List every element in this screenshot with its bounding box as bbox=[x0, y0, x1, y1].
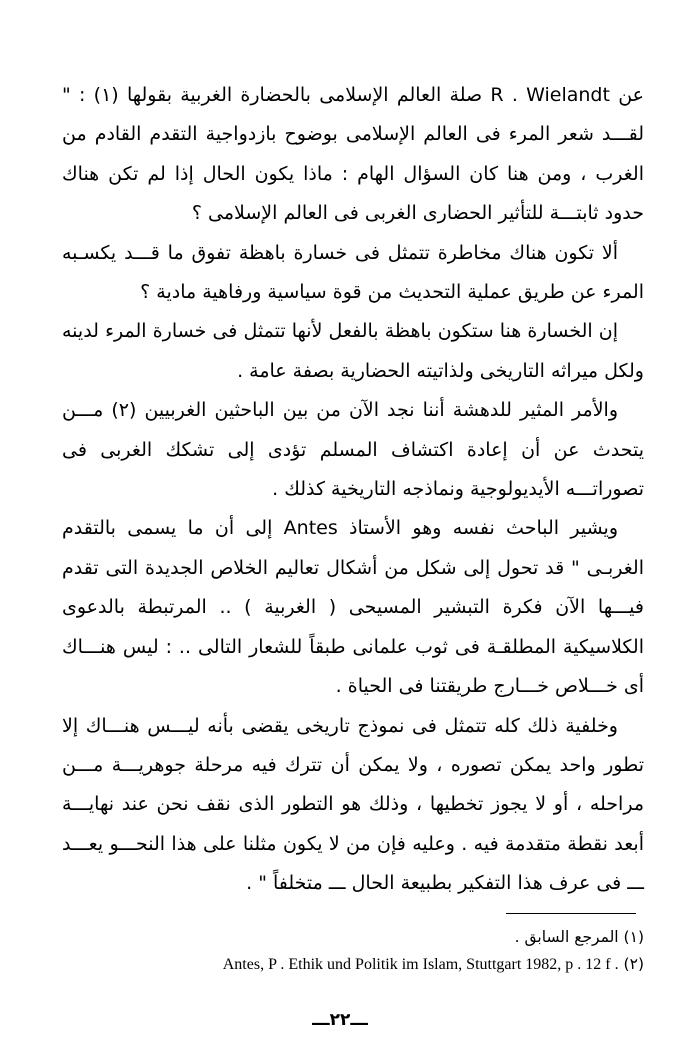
footnote-2-text: Antes, P . Ethik und Politik im Islam, Stuttgart 1982, p . 12 f . bbox=[222, 956, 619, 973]
footnote-1-marker: (١) bbox=[623, 928, 644, 946]
footnote-2-marker: (٢) bbox=[623, 955, 644, 973]
body-text bbox=[62, 76, 644, 904]
footnotes bbox=[60, 924, 644, 978]
footnote-1-text: المرجع السابق . bbox=[514, 928, 619, 946]
paragraph-4: والأمر المثير للدهشة أننا نجد الآن من بين الباحثين الغربيين (٢) مـــن يتحدث عن أن إعادة اكتشاف المسلم تؤدى إلى تشكك الغربى فى تصوراتـــه الأيديولوجية ونماذجه التاريخية كذلك . bbox=[62, 399, 644, 501]
page-number: ـــ٢٢ـــ bbox=[312, 1010, 368, 1030]
paragraph-6: وخلفية ذلك كله تتمثل فى نموذج تاريخى يقضى بأنه ليـــس هنـــاك إلا تطور واحد يمكن تصوره ، ولا يمكن أن تترك فيه مرحلة جوهريـــة مـــن مراحله ، أو لا يجوز تخطيها ، وذلك هو التطور الذى نقف نحن عند نهايـــة أبعد نقطة متقدمة فيه . وعليه فإن من لا يكون مثلنا على هذا النحـــو يعـــد ـــ فى عرف هذا التفكير بطبيعة الحال ـــ متخلفاً " . bbox=[62, 714, 644, 895]
footnote-1 bbox=[60, 924, 644, 951]
footnote-divider bbox=[506, 913, 636, 914]
paragraph-1: عن R . Wielandt صلة العالم الإسلامى بالحضارة الغربية بقولها (١) : " لقـــد شعر المرء فى العالم الإسلامى بوضوح بازدواجية التقدم القادم من الغرب ، ومن هنا كان السؤال الهام : ماذا يكون الحال إذا لم تكن هناك حدود ثابتـــة للتأثير الحضارى الغربى فى العالم الإسلامى ؟ bbox=[62, 84, 645, 225]
paragraph-2: ألا تكون هناك مخاطرة تتمثل فى خسارة باهظة تفوق ما قـــد يكسـبه المرء عن طريق عملية التحديث من قوة سياسية ورفاهية مادية ؟ bbox=[62, 241, 644, 304]
paragraph-5: ويشير الباحث نفسه وهو الأستاذ Antes إلى أن ما يسمى بالتقدم الغربـى " قد تحول إلى شكل من أشكال تعاليم الخلاص الجديدة التى تقدم فيـــها الآن فكرة التبشير المسيحى ( الغربية ) .. المرتبطة بالدعوى الكلاسيكية المطلقـة فى ثوب علمانى طبقاً للشعار التالى .. : ليس هنـــاك أى خـــلاص خـــارج طريقتنا فى الحياة . bbox=[62, 517, 644, 698]
paragraph-3: إن الخسارة هنا ستكون باهظة بالفعل لأنها تتمثل فى خسارة المرء لدينه ولكل ميراثه التاريخى ولذاتيته الحضارية بصفة عامة . bbox=[62, 320, 644, 382]
footnote-2 bbox=[60, 951, 644, 978]
